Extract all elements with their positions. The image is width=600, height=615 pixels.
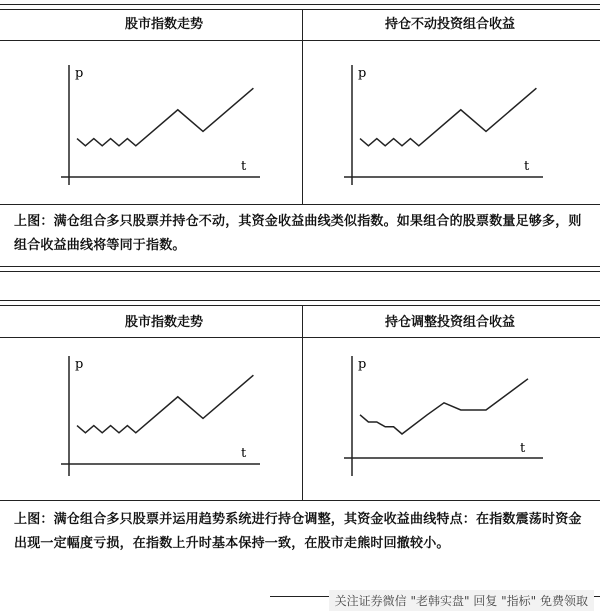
chart-bottom-left (55, 346, 275, 486)
top-caption: 上图：满仓组合多只股票并持仓不动，其资金收益曲线类似指数。如果组合的股票数量足够多，则组合收益曲线将等同于指数。 (14, 214, 582, 253)
series-line (360, 88, 536, 146)
bottom-border (0, 300, 600, 306)
series-line (77, 88, 253, 146)
y-axis-label: p (75, 66, 84, 81)
y-axis-label: p (358, 357, 367, 372)
chart-bottom-right (338, 346, 558, 486)
top-vertical-divider (302, 9, 303, 204)
bottom-vertical-divider (302, 305, 303, 500)
x-axis-label: t (241, 446, 247, 461)
bottom-caption-divider (0, 500, 600, 501)
top-caption-divider (0, 204, 600, 205)
series-line (77, 375, 253, 433)
bottom-left-title: 股市指数走势 (124, 315, 203, 330)
bottom-caption: 上图：满仓组合多只股票并运用趋势系统进行持仓调整，其资金收益曲线特点：在指数震荡时资金出现一定幅度亏损，在指数上升时基本保持一致，在股市走熊时回撤较小。 (14, 512, 582, 551)
x-axis-label: t (520, 441, 526, 456)
bottom-right-title: 持仓调整投资组合收益 (384, 315, 515, 330)
chart-top-left (55, 55, 275, 195)
watermark-footer: 关注证券微信 "老韩实盘" 回复 "指标" 免费领取 (329, 590, 594, 611)
y-axis-label: p (75, 357, 84, 372)
top-left-title: 股市指数走势 (124, 17, 203, 32)
series-line (360, 379, 528, 434)
top-right-title: 持仓不动投资组合收益 (384, 17, 515, 32)
x-axis-label: t (241, 159, 247, 174)
y-axis-label: p (358, 66, 367, 81)
x-axis-label: t (524, 159, 530, 174)
top-bottom-border (0, 266, 600, 272)
top-border (0, 4, 600, 10)
bottom-title-divider (0, 337, 600, 338)
top-title-divider (0, 40, 600, 41)
chart-top-right (338, 55, 558, 195)
